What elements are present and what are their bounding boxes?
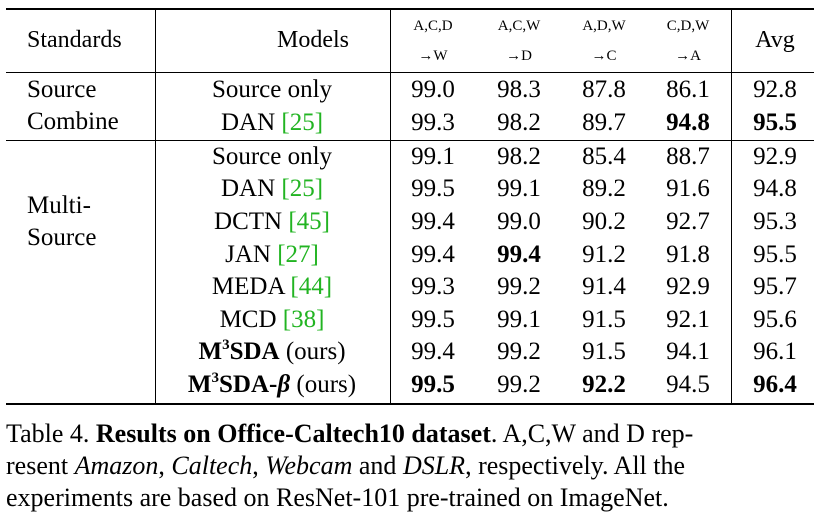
header-task-4-top: C,D,W xyxy=(666,18,710,34)
table-cell: 95.5 xyxy=(753,109,797,136)
group-label-multi-source: Multi- Source xyxy=(27,192,97,251)
citation-link[interactable]: [25] xyxy=(281,175,324,202)
table-caption: Table 4. Results on Office-Caltech10 dataset. A,C,W and D rep- resent Amazon, Caltech, Webcam and DSLR, respectively. All the experiments are based on ResNet-101 pre-trained on ImageNet. xyxy=(6,419,694,512)
table-cell: 92.1 xyxy=(666,306,710,333)
table-cell: 99.0 xyxy=(411,76,455,103)
table-row-model: Source only xyxy=(211,76,333,103)
col-separator-values xyxy=(390,9,391,404)
table-cell: 91.5 xyxy=(582,338,626,365)
header-task-3-top: A,D,W xyxy=(582,18,626,34)
table-cell: 86.1 xyxy=(666,76,710,103)
citation-link[interactable]: [45] xyxy=(288,208,330,235)
table-cell: 92.9 xyxy=(753,143,797,170)
table-row-model: Source only xyxy=(211,143,333,170)
table-cell: 99.1 xyxy=(411,143,455,170)
table-cell: 92.8 xyxy=(753,76,797,103)
table-cell: 89.2 xyxy=(582,175,626,202)
table-row-model: DCTN [45] xyxy=(214,208,330,235)
header-avg: Avg xyxy=(755,27,795,53)
table-cell: 91.8 xyxy=(666,241,710,268)
table-cell: 99.4 xyxy=(411,208,455,235)
table-row-model: MEDA [44] xyxy=(211,273,333,300)
header-task-2-top: A,C,W xyxy=(497,18,541,34)
table-cell: 95.3 xyxy=(753,208,797,235)
table-cell: 96.4 xyxy=(753,371,797,398)
table-cell: 96.1 xyxy=(753,338,797,365)
table-row-model: JAN [27] xyxy=(225,241,319,268)
table-cell: 99.2 xyxy=(497,371,541,398)
table-cell: 88.7 xyxy=(666,143,710,170)
citation-link[interactable]: [44] xyxy=(290,273,333,300)
table-cell: 89.7 xyxy=(582,109,626,136)
table-cell: 95.6 xyxy=(753,306,797,333)
header-rule xyxy=(6,72,814,73)
header-task-2-bottom: →D xyxy=(506,48,532,64)
table-cell: 90.2 xyxy=(582,208,626,235)
header-task-1-bottom: →W xyxy=(418,48,448,64)
table-cell: 92.7 xyxy=(666,208,710,235)
table-cell: 99.2 xyxy=(497,273,541,300)
bottom-rule xyxy=(6,403,814,405)
top-rule xyxy=(6,8,814,10)
table-row-model: DAN [25] xyxy=(220,109,324,136)
table-cell: 91.6 xyxy=(666,175,710,202)
header-models: Models xyxy=(277,27,349,53)
table-cell: 99.4 xyxy=(497,241,541,268)
group-rule xyxy=(6,140,814,141)
citation-link[interactable]: [27] xyxy=(277,241,319,268)
table-row-model-ours-beta: $M^3SDA-\beta$ (ours) xyxy=(187,370,357,398)
table-row-model-ours: $M^3SDA$ (ours) xyxy=(198,337,346,365)
table-cell: 99.5 xyxy=(411,175,455,202)
table-cell: 85.4 xyxy=(582,143,626,170)
col-separator-models xyxy=(155,9,156,404)
table-cell: 91.4 xyxy=(582,273,626,300)
caption-title: Results on Office-Caltech10 dataset xyxy=(95,419,491,448)
table-cell: 91.5 xyxy=(582,306,626,333)
table-cell: 99.3 xyxy=(411,109,455,136)
group-label-source-combine: Source Combine xyxy=(27,76,119,135)
table-cell: 94.8 xyxy=(753,175,797,202)
table-cell: 98.2 xyxy=(497,143,541,170)
table-cell: 99.5 xyxy=(411,306,455,333)
table-cell: 99.1 xyxy=(497,175,541,202)
table-cell: 99.0 xyxy=(497,208,541,235)
caption-label: Table 4. xyxy=(6,419,96,448)
header-task-3-bottom: →C xyxy=(591,48,617,64)
table-cell: 94.1 xyxy=(666,338,710,365)
citation-link[interactable]: [25] xyxy=(281,109,324,136)
table-cell: 99.1 xyxy=(497,306,541,333)
table-cell: 94.8 xyxy=(666,109,710,136)
col-separator-avg xyxy=(731,9,732,404)
table-cell: 99.5 xyxy=(411,371,455,398)
table-cell: 91.2 xyxy=(582,241,626,268)
table-cell: 87.8 xyxy=(582,76,626,103)
table-row-model: MCD [38] xyxy=(219,306,325,333)
table-cell: 99.3 xyxy=(411,273,455,300)
table-cell: 95.7 xyxy=(753,273,797,300)
table-row-model: DAN [25] xyxy=(220,175,324,202)
header-task-1-top: A,C,D xyxy=(413,18,453,34)
table-cell: 98.3 xyxy=(497,76,541,103)
table-cell: 92.9 xyxy=(666,273,710,300)
table-cell: 99.4 xyxy=(411,338,455,365)
table-cell: 92.2 xyxy=(582,371,626,398)
header-task-4-bottom: →A xyxy=(675,48,701,64)
table-cell: 95.5 xyxy=(753,241,797,268)
table-cell: 99.2 xyxy=(497,338,541,365)
table-cell: 94.5 xyxy=(666,371,710,398)
header-standards: Standards xyxy=(27,27,122,53)
citation-link[interactable]: [38] xyxy=(282,306,325,333)
table-cell: 99.4 xyxy=(411,241,455,268)
table-cell: 98.2 xyxy=(497,109,541,136)
